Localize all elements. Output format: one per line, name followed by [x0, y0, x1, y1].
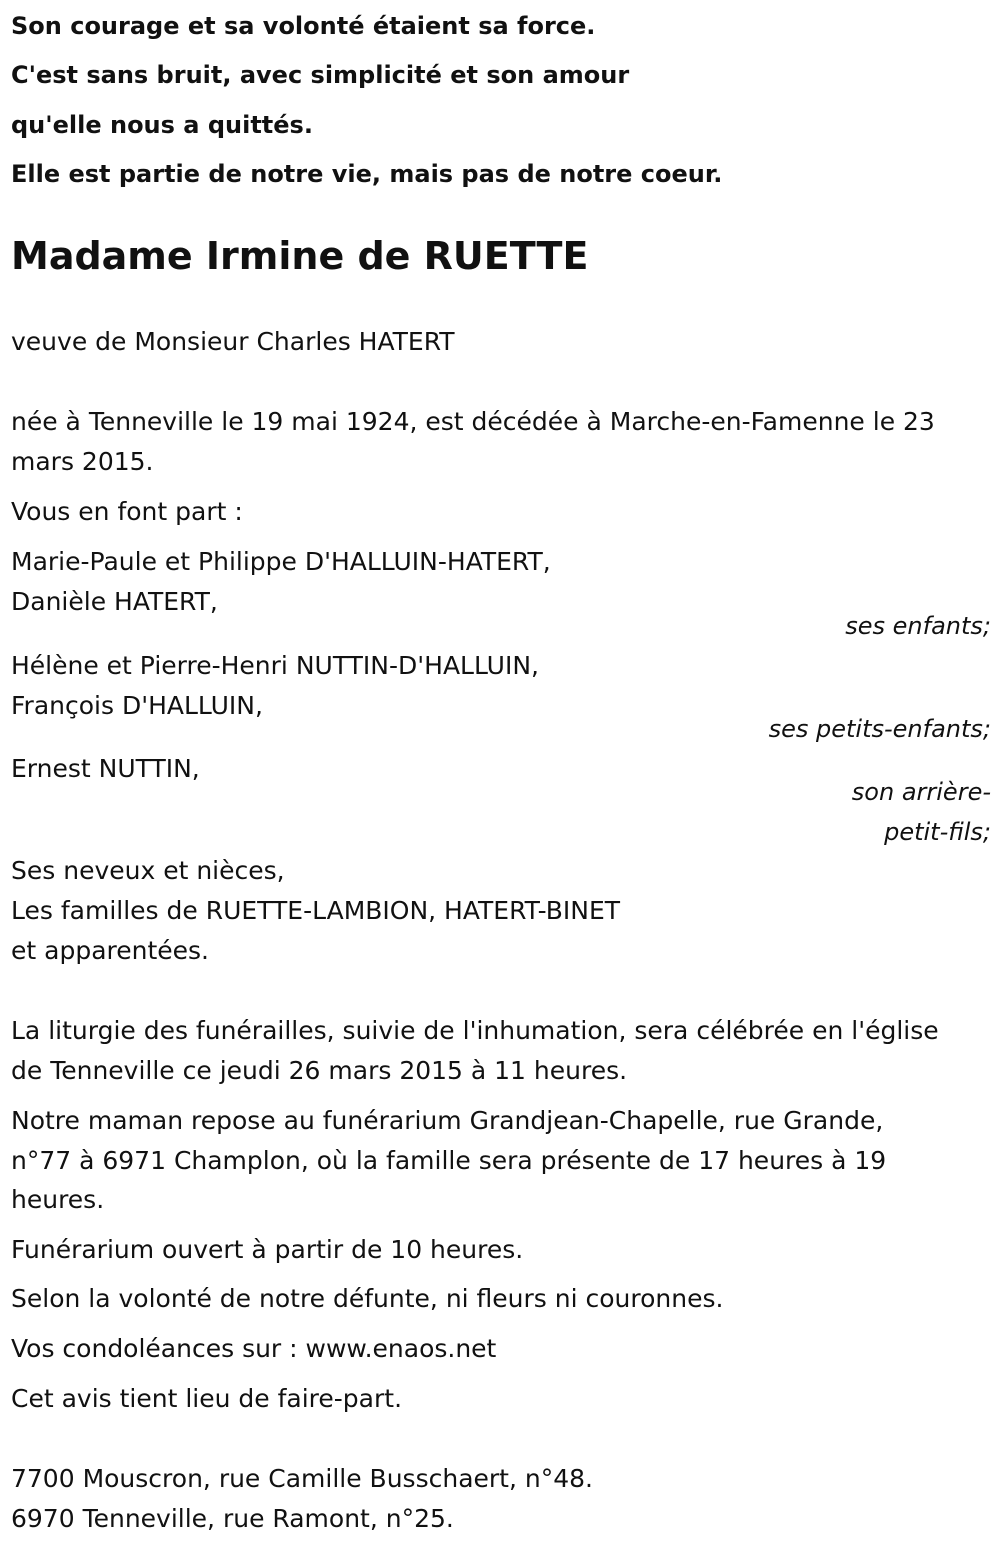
children-name-2: Danièle HATERT,	[11, 587, 218, 616]
notice: Cet avis tient lieu de faire-part.	[11, 1384, 403, 1413]
great-grandchild-name: Ernest NUTTIN,	[11, 754, 200, 783]
great-grandchild-label-1: son arrière-	[851, 778, 991, 806]
funerarium-open: Funérarium ouvert à partir de 10 heures.	[11, 1235, 524, 1264]
poem-line-1: Son courage et sa volonté étaient sa force.	[11, 12, 596, 40]
birth-death-line-1: née à Tenneville le 19 mai 1924, est décédée à Marche-en-Famenne le 23	[11, 407, 935, 436]
condolences: Vos condoléances sur : www.enaos.net	[11, 1334, 497, 1363]
great-grandchild-label-2: petit-fils;	[884, 818, 991, 846]
liturgy-line-2: de Tenneville ce jeudi 26 mars 2015 à 11 heures.	[11, 1056, 628, 1085]
children-name-1: Marie-Paule et Philippe D'HALLUIN-HATERT,	[11, 547, 551, 576]
children-label: ses enfants;	[845, 612, 991, 640]
poem-line-2: C'est sans bruit, avec simplicité et son amour	[11, 61, 630, 89]
rest-line-1: Notre maman repose au funérarium Grandjean-Chapelle, rue Grande,	[11, 1106, 884, 1135]
relatives-line-3: et apparentées.	[11, 936, 209, 965]
relatives-line-1: Ses neveux et nièces,	[11, 856, 285, 885]
poem-line-3: qu'elle nous a quittés.	[11, 111, 313, 139]
grandchildren-name-1: Hélène et Pierre-Henri NUTTIN-D'HALLUIN,	[11, 651, 539, 680]
address-1: 7700 Mouscron, rue Camille Busschaert, n°48.	[11, 1464, 593, 1493]
rest-line-2: n°77 à 6971 Champlon, où la famille sera présente de 17 heures à 19	[11, 1146, 887, 1175]
no-flowers: Selon la volonté de notre défunte, ni fleurs ni couronnes.	[11, 1284, 724, 1313]
liturgy-line-1: La liturgie des funérailles, suivie de l'inhumation, sera célébrée en l'église	[11, 1016, 939, 1045]
widow-of: veuve de Monsieur Charles HATERT	[11, 327, 455, 356]
rest-line-3: heures.	[11, 1185, 105, 1214]
announce: Vous en font part :	[11, 497, 243, 526]
grandchildren-label: ses petits-enfants;	[768, 715, 991, 743]
birth-death-line-2: mars 2015.	[11, 447, 154, 476]
poem-line-4: Elle est partie de notre vie, mais pas de notre coeur.	[11, 160, 723, 188]
grandchildren-name-2: François D'HALLUIN,	[11, 691, 263, 720]
address-2: 6970 Tenneville, rue Ramont, n°25.	[11, 1504, 454, 1533]
deceased-name: Madame Irmine de RUETTE	[11, 234, 589, 278]
relatives-line-2: Les familles de RUETTE-LAMBION, HATERT-BINET	[11, 896, 621, 925]
